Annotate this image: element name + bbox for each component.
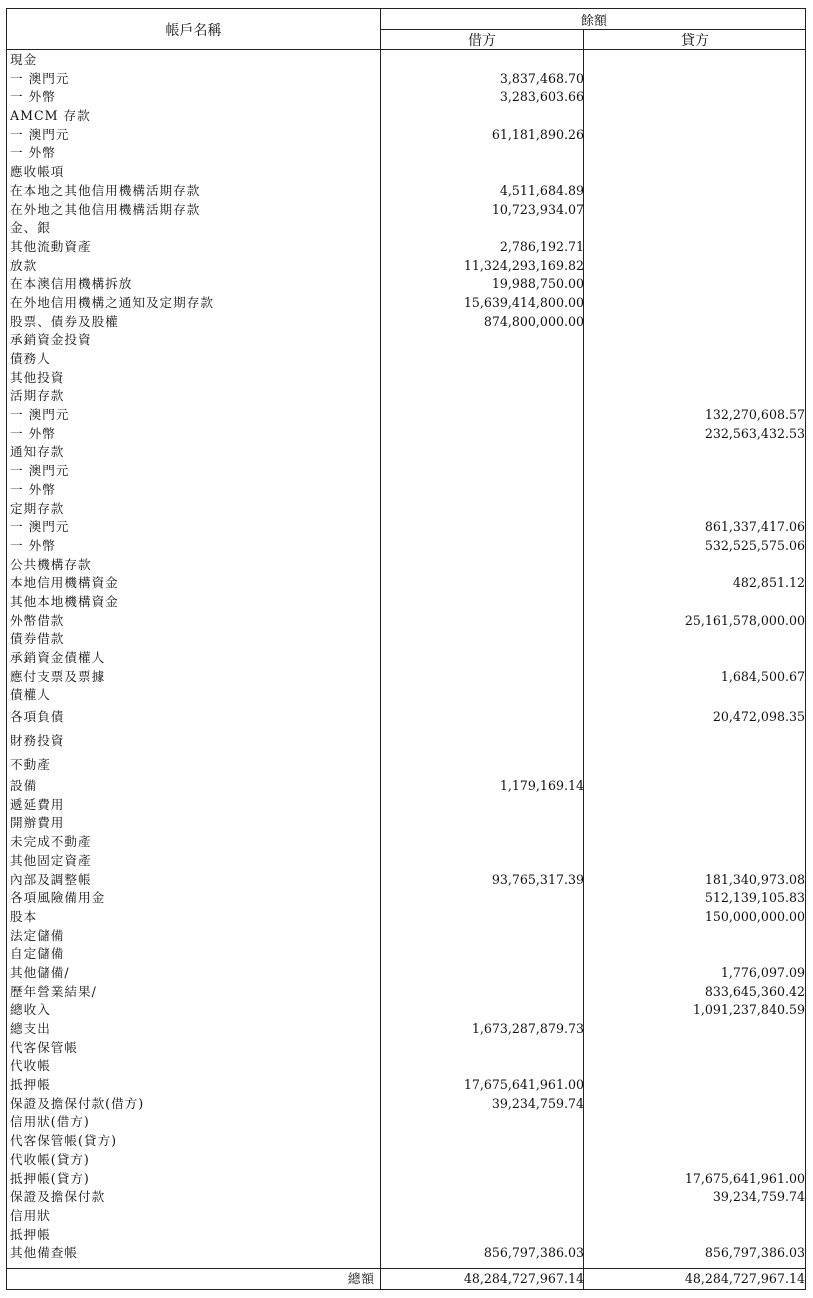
account-name: 代客保管帳 [10, 1039, 78, 1055]
account-name: 現金 [10, 52, 38, 67]
header-debit: 借方 [468, 33, 496, 49]
account-rows [7, 51, 805, 1263]
table-row [7, 481, 805, 500]
table-row [7, 537, 805, 556]
table-row [7, 1170, 805, 1189]
table-row [7, 500, 805, 519]
table-row [7, 313, 805, 332]
credit-value: 132,270,608.57 [704, 407, 805, 423]
account-name: 定期存款 [10, 500, 65, 516]
table-row [7, 889, 805, 908]
account-name: 其他固定資產 [10, 852, 92, 868]
table-row [7, 369, 805, 388]
account-name: 開辦費用 [10, 815, 65, 831]
debit-value: 39,234,759.74 [491, 1095, 584, 1111]
debit-value: 874,800,000.00 [483, 313, 584, 329]
account-name: 抵押帳 [10, 1077, 51, 1093]
credit-value: 1,684,500.67 [720, 668, 805, 684]
table-row [7, 871, 805, 890]
debit-value: 856,797,386.03 [483, 1245, 584, 1261]
table-row [7, 70, 805, 89]
account-name: 財務投資 [10, 733, 65, 749]
account-name: 遞延費用 [10, 796, 65, 812]
account-name: 信用狀 [10, 1207, 51, 1223]
table-row [7, 796, 805, 815]
table-row [7, 705, 805, 729]
total-credit: 48,284,727,967.14 [684, 1271, 805, 1286]
table-row [7, 908, 805, 927]
debit-value: 61,181,890.26 [491, 126, 584, 142]
table-row [7, 275, 805, 294]
debit-value: 3,283,603.66 [499, 89, 584, 105]
credit-value: 532,525,575.06 [704, 537, 805, 553]
table-row [7, 1151, 805, 1170]
account-name: 債務人 [10, 351, 51, 366]
account-name: 各項風險備用金 [10, 890, 106, 906]
table-row [7, 1039, 805, 1058]
table-row [7, 107, 805, 126]
table-row [7, 1226, 805, 1245]
credit-value: 512,139,105.83 [704, 890, 805, 906]
table-row [7, 649, 805, 668]
table-row [7, 852, 805, 871]
table-row [7, 406, 805, 425]
debit-value: 11,324,293,169.82 [463, 257, 584, 273]
account-name: 承銷資金債權人 [10, 650, 106, 665]
account-name: 一 外幣 [10, 145, 56, 161]
account-name: 抵押帳 [10, 1226, 51, 1242]
account-name: 一 澳門元 [10, 126, 70, 142]
account-name: 信用狀(借方) [10, 1114, 90, 1130]
table-row [7, 612, 805, 631]
total-label: 總額 [347, 1271, 375, 1286]
account-name: 代客保管帳(貸方) [10, 1133, 117, 1149]
table-row [7, 1095, 805, 1114]
table-row [7, 1076, 805, 1095]
account-name: 股本 [10, 908, 38, 924]
account-name: 自定儲備 [10, 946, 65, 962]
debit-value: 19,988,750.00 [491, 276, 584, 292]
account-name: 代收帳 [10, 1058, 51, 1074]
account-name: 應收帳項 [10, 164, 65, 180]
account-name: 本地信用機構資金 [10, 575, 119, 591]
credit-value: 181,340,973.08 [704, 871, 805, 887]
table-row [7, 556, 805, 575]
account-name: 其他備查帳 [10, 1245, 78, 1261]
account-name: 公共機構存款 [10, 556, 92, 572]
table-row [7, 753, 805, 777]
table-row [7, 443, 805, 462]
debit-value: 17,675,641,961.00 [463, 1077, 584, 1093]
table-row [7, 574, 805, 593]
account-name: 總收入 [10, 1002, 51, 1018]
credit-value: 232,563,432.53 [704, 425, 805, 441]
table-row [7, 927, 805, 946]
account-name: 在本地之其他信用機構活期存款 [10, 182, 201, 198]
balance-sheet-table [6, 8, 806, 1290]
credit-value: 833,645,360.42 [704, 983, 805, 999]
account-name: 活期存款 [10, 388, 65, 404]
table-row [7, 630, 805, 649]
account-name: 內部及調整帳 [10, 871, 92, 887]
credit-value: 17,675,641,961.00 [684, 1170, 805, 1186]
table-row [7, 1001, 805, 1020]
table-row [7, 51, 805, 70]
account-name: 總支出 [10, 1021, 51, 1036]
account-name: 其他流動資產 [10, 238, 92, 254]
table-row [7, 518, 805, 537]
table-row [7, 964, 805, 983]
account-name: 應付支票及票據 [10, 668, 106, 684]
account-name: 其他儲備/ [10, 964, 70, 980]
credit-value: 1,091,237,840.59 [692, 1002, 805, 1018]
credit-value: 856,797,386.03 [704, 1245, 805, 1261]
debit-value: 2,786,192.71 [499, 238, 584, 254]
account-name: 抵押帳(貸方) [10, 1170, 90, 1186]
table-row [7, 668, 805, 687]
header-balance: 餘額 [580, 14, 607, 29]
table-row [7, 833, 805, 852]
table-row [7, 182, 805, 201]
table-row [7, 238, 805, 257]
table-row [7, 294, 805, 313]
debit-value: 3,837,468.70 [499, 70, 584, 86]
credit-value: 25,161,578,000.00 [684, 612, 805, 628]
table-row [7, 1057, 805, 1076]
debit-value: 10,723,934.07 [491, 201, 584, 217]
table-row [7, 88, 805, 107]
table-row [7, 425, 805, 444]
account-name: 代收帳(貸方) [10, 1151, 90, 1167]
account-name: 在外地之其他信用機構活期存款 [10, 201, 201, 217]
table-row [7, 983, 805, 1002]
account-name: 設備 [10, 778, 38, 794]
account-name: 在本澳信用機構拆放 [10, 276, 133, 292]
table-row [7, 686, 805, 705]
total-debit: 48,284,727,967.14 [463, 1271, 584, 1286]
account-name: 一 澳門元 [10, 70, 70, 86]
debit-value: 15,639,414,800.00 [463, 294, 584, 310]
account-name: 金、銀 [10, 220, 51, 236]
account-name: 承銷資金投資 [10, 332, 92, 348]
table-row [7, 1207, 805, 1226]
account-name: 未完成不動產 [10, 834, 92, 850]
credit-value: 861,337,417.06 [704, 519, 805, 535]
account-name: 一 澳門元 [10, 407, 70, 423]
account-name: 放款 [10, 257, 38, 273]
account-name: 各項負債 [10, 709, 65, 725]
table-row [7, 729, 805, 753]
account-name: 其他投資 [10, 369, 65, 385]
table-row [7, 777, 805, 796]
table-row [7, 1188, 805, 1207]
table-row [7, 350, 805, 369]
table-row [7, 144, 805, 163]
table-row [7, 593, 805, 612]
account-name: 股票、債券及股權 [10, 313, 119, 329]
account-name: 外幣借款 [10, 612, 65, 628]
table-row [7, 257, 805, 276]
table-row [7, 331, 805, 350]
account-name: 一 外幣 [10, 89, 56, 105]
account-name: 一 外幣 [10, 537, 56, 553]
debit-value: 93,765,317.39 [491, 871, 584, 887]
credit-value: 20,472,098.35 [712, 709, 805, 725]
table-row [7, 163, 805, 182]
account-name: 在外地信用機構之通知及定期存款 [10, 294, 214, 310]
total-row [7, 1269, 805, 1289]
account-name: 一 澳門元 [10, 463, 70, 479]
account-name: 保證及擔保付款 [10, 1189, 106, 1205]
debit-value: 1,673,287,879.73 [471, 1021, 584, 1036]
table-row [7, 462, 805, 481]
credit-value: 482,851.12 [732, 575, 805, 591]
table-row [7, 201, 805, 220]
header-account-name: 帳戶名稱 [165, 23, 222, 39]
table-row [7, 1132, 805, 1151]
debit-value: 4,511,684.89 [499, 182, 584, 198]
credit-value: 1,776,097.09 [720, 964, 805, 980]
account-name: 一 外幣 [10, 481, 56, 497]
debit-value: 1,179,169.14 [499, 778, 584, 794]
credit-value: 39,234,759.74 [712, 1189, 805, 1205]
account-name: 歷年營業結果/ [10, 983, 97, 999]
table-row [7, 1020, 805, 1039]
table-row [7, 945, 805, 964]
table-row [7, 387, 805, 406]
account-name: AMCM 存款 [10, 108, 91, 124]
account-name: 保證及擔保付款(借方) [10, 1095, 145, 1111]
account-name: 債權人 [10, 687, 51, 703]
table-row [7, 126, 805, 145]
credit-value: 150,000,000.00 [704, 908, 805, 924]
account-name: 不動產 [10, 757, 51, 773]
table-row [7, 1244, 805, 1263]
account-name: 法定儲備 [10, 927, 65, 943]
table-row [7, 814, 805, 833]
account-name: 一 澳門元 [10, 519, 70, 535]
account-name: 債券借款 [10, 631, 65, 647]
account-name: 其他本地機構資金 [10, 593, 119, 609]
account-name: 通知存款 [10, 444, 65, 460]
table-row [7, 219, 805, 238]
account-name: 一 外幣 [10, 425, 56, 441]
table-row [7, 1113, 805, 1132]
header-credit: 貸方 [681, 33, 709, 49]
